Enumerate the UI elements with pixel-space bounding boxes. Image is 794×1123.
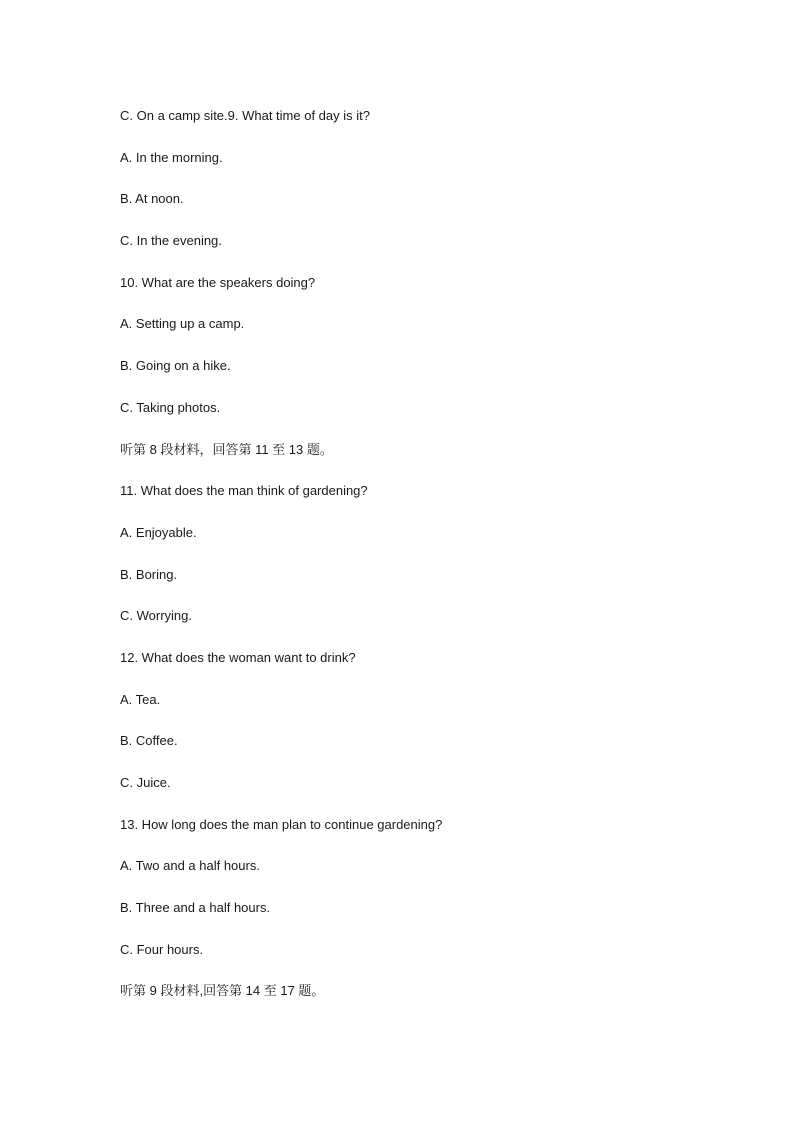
question-13: 13. How long does the man plan to continue gardening? <box>120 816 443 832</box>
section-instruction-8: 听第 8 段材料，回答第 11 至 13 题。 <box>120 441 333 457</box>
question-12: 12. What does the woman want to drink? <box>120 649 356 665</box>
question-text-block <box>120 106 720 1023</box>
option-a-morning: A. In the morning. <box>120 149 223 165</box>
question-10: 10. What are the speakers doing? <box>120 274 316 290</box>
option-a-two-and-half-hours: A. Two and a half hours. <box>120 858 260 874</box>
option-c-camp-site-and-question-9: C. On a camp site.9. What time of day is it? <box>120 108 370 123</box>
option-b-coffee: B. Coffee. <box>120 733 178 749</box>
option-a-tea: A. Tea. <box>120 691 161 707</box>
option-b-noon: B. At noon. <box>120 191 184 207</box>
option-c-worrying: C. Worrying. <box>120 608 192 624</box>
option-c-juice: C. Juice. <box>120 775 171 790</box>
option-b-three-and-half-hours: B. Three and a half hours. <box>120 900 271 916</box>
option-b-hike: B. Going on a hike. <box>120 358 231 374</box>
question-11: 11. What does the man think of gardening? <box>120 483 368 499</box>
option-c-photos: C. Taking photos. <box>120 399 221 415</box>
option-a-setting-up-camp: A. Setting up a camp. <box>120 316 245 332</box>
option-a-enjoyable: A. Enjoyable. <box>120 524 197 540</box>
section-instruction-9: 听第 9 段材料,回答第 14 至 17 题。 <box>120 983 325 999</box>
option-c-four-hours: C. Four hours. <box>120 941 204 957</box>
option-b-boring: B. Boring. <box>120 566 178 582</box>
option-c-evening: C. In the evening. <box>120 233 222 249</box>
